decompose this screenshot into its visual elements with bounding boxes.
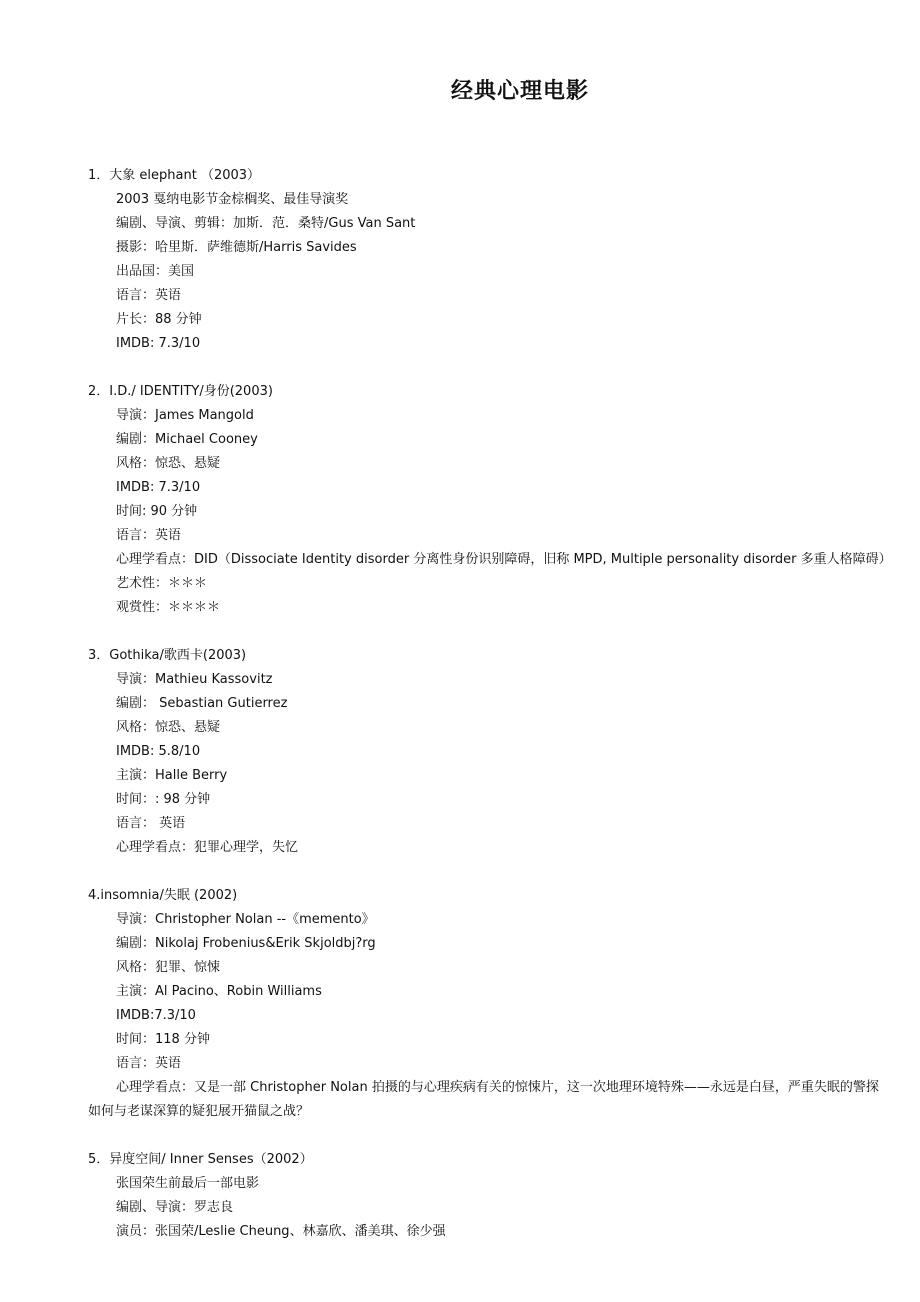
film-heading: 1．大象 elephant （2003） xyxy=(88,168,261,183)
film-detail: 观赏性：＊＊＊＊ xyxy=(116,600,221,615)
film-detail: 2003 戛纳电影节金棕榈奖、最佳导演奖 xyxy=(116,192,349,207)
film-list xyxy=(88,164,892,1268)
film-detail: IMDB:7.3/10 xyxy=(116,1008,196,1023)
film-detail: 时间：: 98 分钟 xyxy=(116,792,211,807)
page-title: 经典心理电影 xyxy=(450,78,589,104)
film-detail: 导演：Mathieu Kassovitz xyxy=(116,672,273,687)
film-detail: 主演：Halle Berry xyxy=(116,768,228,783)
film-detail: 导演：James Mangold xyxy=(116,408,254,423)
film-detail: 艺术性：＊＊＊ xyxy=(116,576,208,591)
film-entry-elephant xyxy=(88,164,888,356)
film-entry-gothika xyxy=(88,644,888,860)
film-entry-identity xyxy=(88,380,892,620)
film-detail: 语言：英语 xyxy=(116,288,182,303)
film-detail: IMDB: 5.8/10 xyxy=(116,744,201,759)
film-detail: 语言：英语 xyxy=(116,1056,182,1071)
film-commentary: 心理学看点：又是一部 Christopher Nolan 拍摄的与心理疾病有关的惊悚片，这一次地理环境特殊——永远是白昼，严重失眠的警探如何与老谋深算的疑犯展开猫鼠之战？ xyxy=(88,1080,879,1119)
film-detail: 出品国：美国 xyxy=(116,264,195,279)
film-detail: 主演：Al Pacino、Robin Williams xyxy=(116,984,322,999)
film-detail: 语言：英语 xyxy=(116,528,182,543)
film-detail: 片长：88 分钟 xyxy=(116,312,202,327)
film-detail: 张国荣生前最后一部电影 xyxy=(116,1176,260,1191)
film-detail: IMDB: 7.3/10 xyxy=(116,480,201,495)
film-detail: 编剧、导演、剪辑：加斯．范．桑特/Gus Van Sant xyxy=(116,216,416,231)
film-detail: 导演：Christopher Nolan --《memento》 xyxy=(116,912,375,927)
film-heading: 3．Gothika/歌西卡(2003) xyxy=(88,648,247,663)
film-entry-inner-senses xyxy=(88,1148,888,1244)
film-detail: 风格：惊恐、悬疑 xyxy=(116,720,221,735)
film-entry-insomnia xyxy=(88,884,888,1124)
film-detail: 时间：118 分钟 xyxy=(116,1032,210,1047)
film-detail: 风格：犯罪、惊悚 xyxy=(116,960,221,975)
film-detail: 编剧、导演：罗志良 xyxy=(116,1200,234,1215)
film-heading: 2．I.D./ IDENTITY/身份(2003) xyxy=(88,384,273,399)
film-detail: 语言： 英语 xyxy=(116,816,186,831)
film-detail: 心理学看点：DID（Dissociate Identity disorder 分离性身份识别障碍，旧称 MPD, Multiple personality disorder 多重人格障碍） xyxy=(116,552,892,567)
film-heading: 4.insomnia/失眠 (2002) xyxy=(88,888,238,903)
film-detail: 风格：惊恐、悬疑 xyxy=(116,456,221,471)
film-detail: 演员：张国荣/Leslie Cheung、林嘉欣、潘美琪、徐少强 xyxy=(116,1224,446,1239)
film-detail: 心理学看点：犯罪心理学，失忆 xyxy=(116,840,299,855)
film-detail: 编剧：Michael Cooney xyxy=(116,432,258,447)
film-detail: IMDB: 7.3/10 xyxy=(116,336,201,351)
film-detail: 摄影：哈里斯．萨维德斯/Harris Savides xyxy=(116,240,357,255)
film-detail: 时间: 90 分钟 xyxy=(116,504,198,519)
film-detail: 编剧：Nikolaj Frobenius&Erik Skjoldbj?rg xyxy=(116,936,376,951)
film-detail: 编剧： Sebastian Gutierrez xyxy=(116,696,288,711)
film-heading: 5．异度空间/ Inner Senses（2002） xyxy=(88,1152,313,1167)
